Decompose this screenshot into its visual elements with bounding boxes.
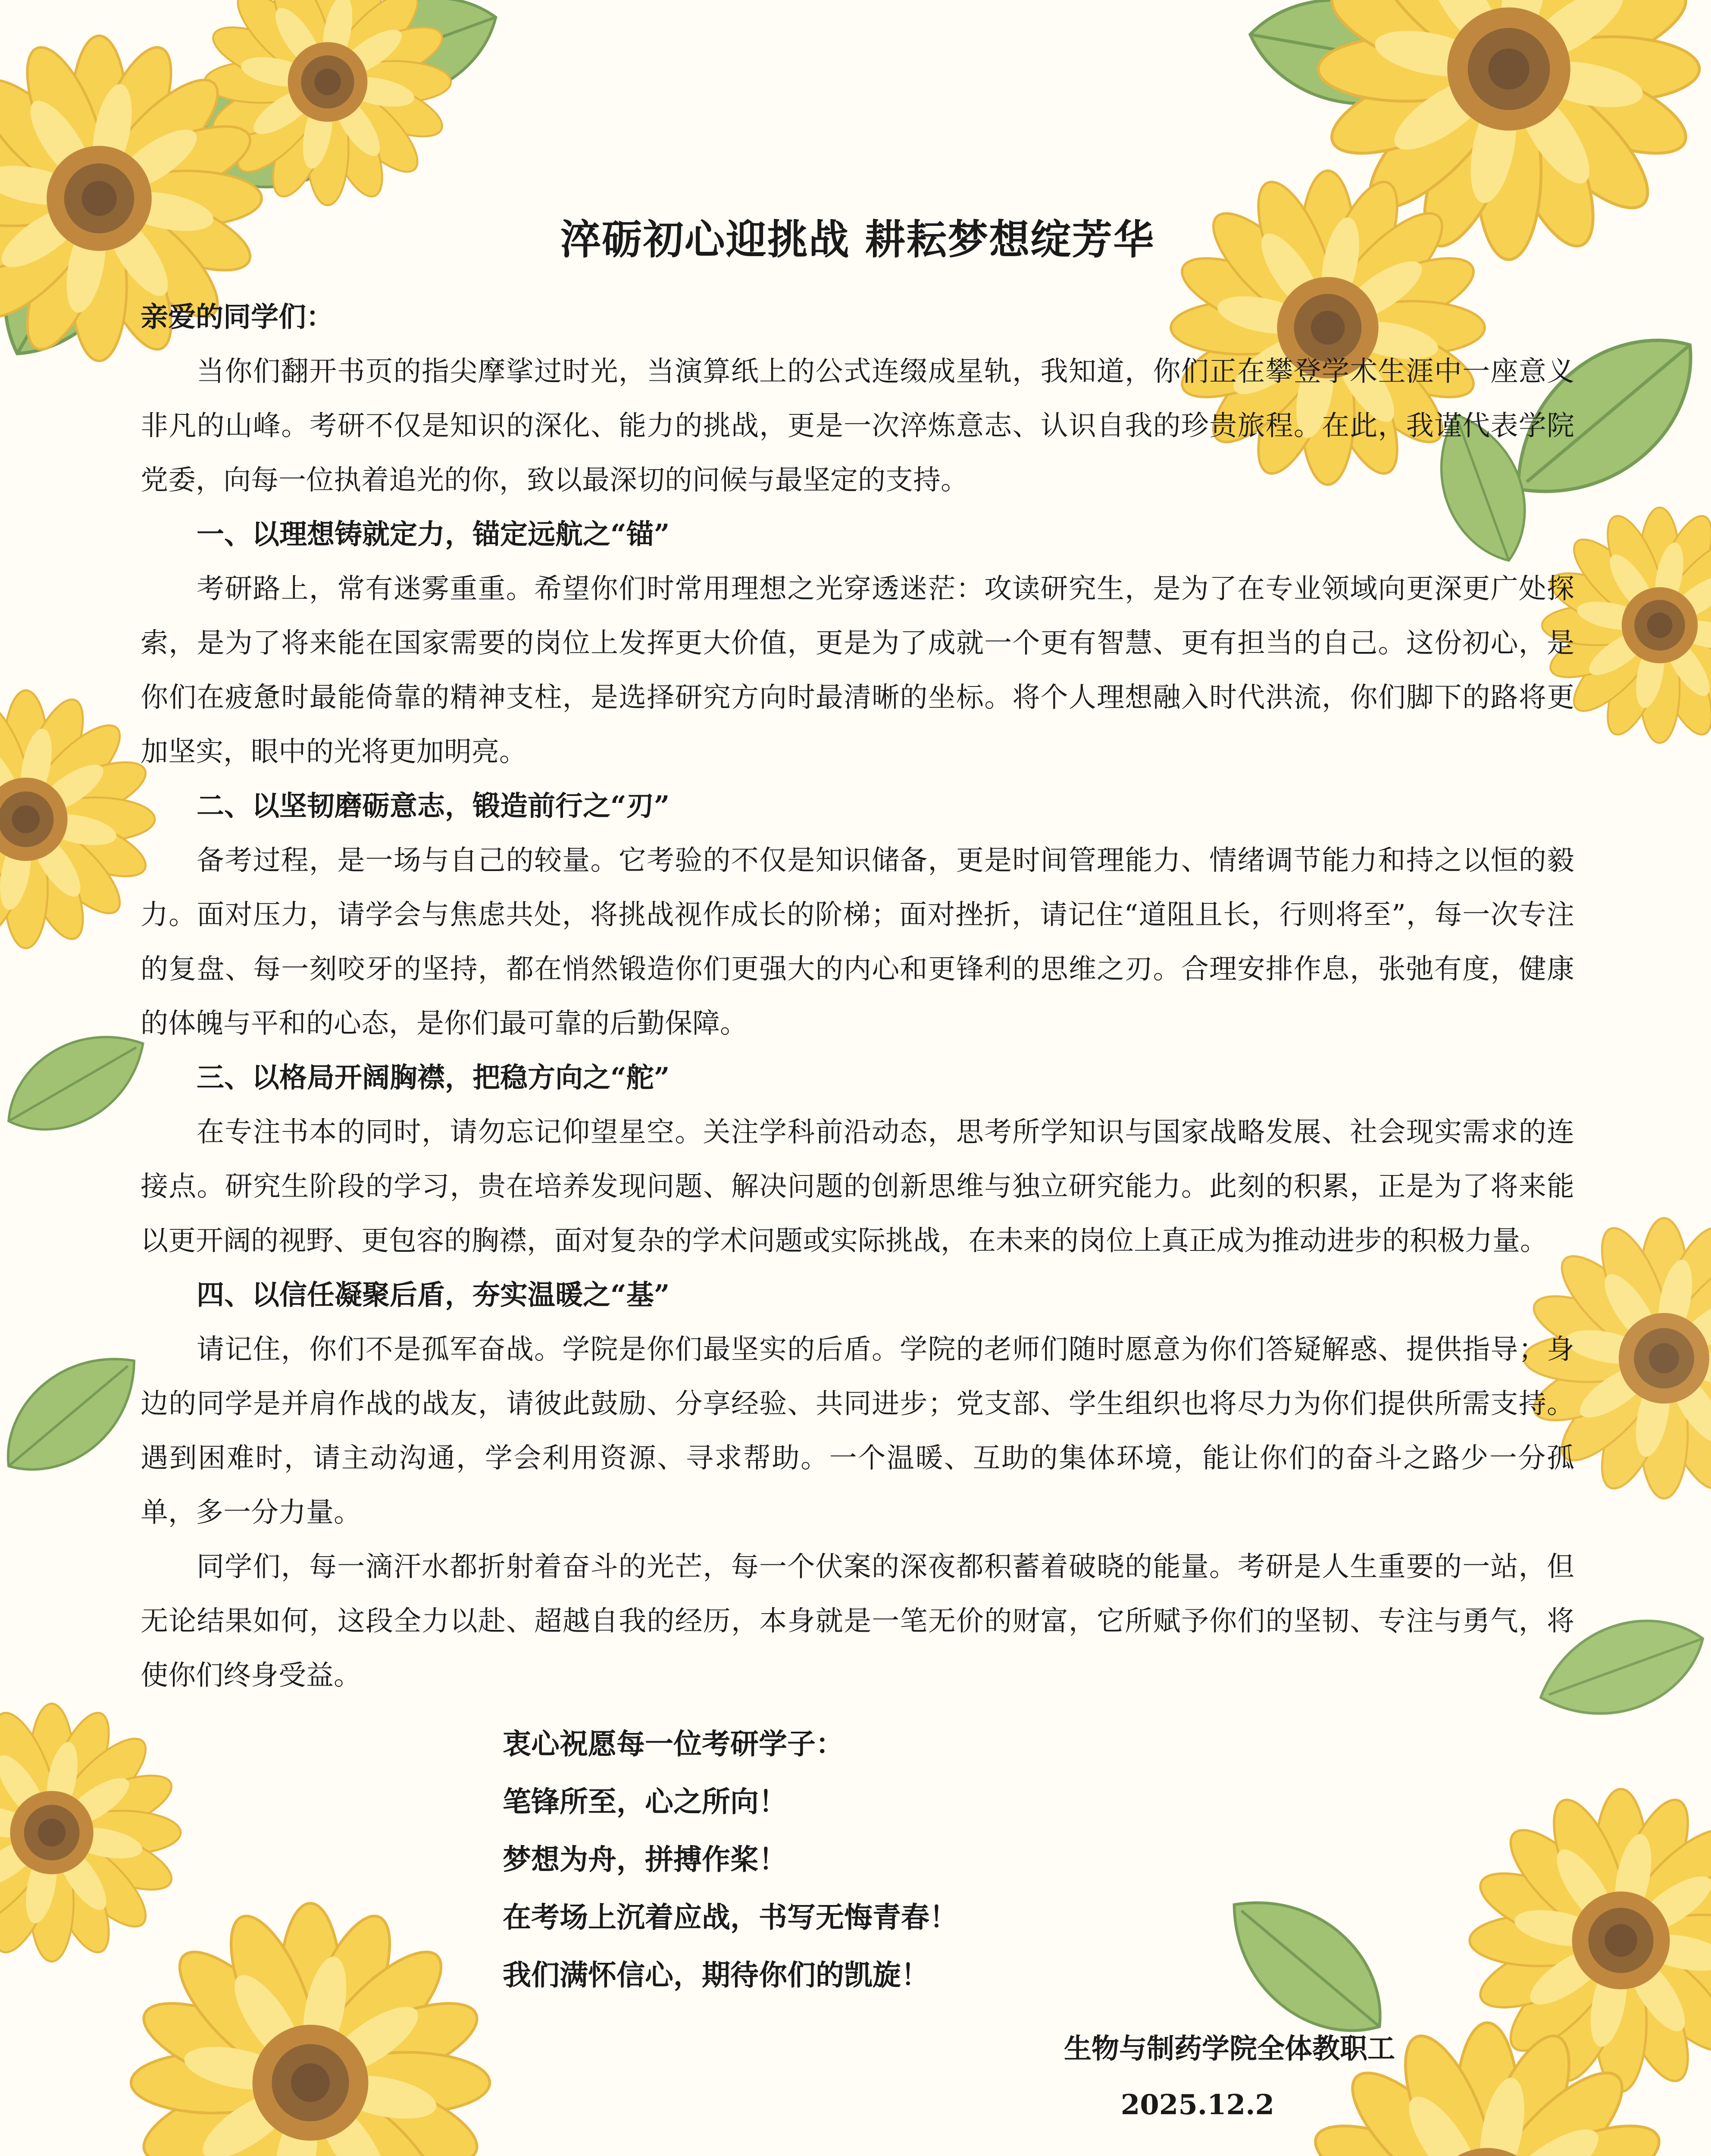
- section-heading-4: 四、以信任凝聚后盾，夯实温暖之“基”: [197, 1279, 670, 1311]
- letter-title: 淬砺初心迎挑战 耕耘梦想绽芳华: [560, 216, 1155, 263]
- signature-block: [141, 2021, 1395, 2133]
- blessing-line: 衷心祝愿每一位考研学子：: [503, 1727, 844, 1761]
- signature-organization: 生物与制药学院全体教职工: [1064, 2032, 1395, 2065]
- section-heading-1: 一、以理想铸就定力，锚定远航之“锚”: [197, 518, 670, 551]
- letter-content: [141, 216, 1574, 2133]
- blessing-line: 我们满怀信心，期待你们的凯旋！: [503, 1958, 929, 1992]
- paragraph-closing: 同学们，每一滴汗水都折射着奋斗的光芒，每一个伏案的深夜都积蓄着破晓的能量。考研是人生重要的一站，但无论结果如何，这段全力以赴、超越自我的经历，本身就是一笔无价的财富，它所赋予你们的坚韧、专注与勇气，将使你们终身受益。: [141, 1551, 1574, 1692]
- signature-date: 2025.12.2: [1120, 2088, 1274, 2121]
- section-heading-3: 三、以格局开阔胸襟，把稳方向之“舵”: [197, 1061, 670, 1094]
- blessing-line: 笔锋所至，心之所向！: [503, 1784, 787, 1818]
- paragraph-section-4: 请记住，你们不是孤军奋战。学院是你们最坚实的后盾。学院的老师们随时愿意为你们答疑解惑、提供指导；身边的同学是并肩作战的战友，请彼此鼓励、分享经验、共同进步；党支部、学生组织也将尽力为你们提供所需支持。遇到困难时，请主动沟通，学会利用资源、寻求帮助。一个温暖、互助的集体环境，能让你们的奋斗之路少一分孤单，多一分力量。: [141, 1333, 1574, 1529]
- section-heading-2: 二、以坚韧磨砺意志，锻造前行之“刃”: [197, 790, 670, 822]
- blessing-line: 在考场上沉着应战，书写无悔青春！: [503, 1900, 958, 1934]
- blessings-block: [503, 1715, 1574, 2004]
- blessing-line: 梦想为舟，拼搏作桨！: [503, 1842, 787, 1876]
- paragraph-section-3: 在专注书本的同时，请勿忘记仰望星空。关注学科前沿动态，思考所学知识与国家战略发展、社会现实需求的连接点。研究生阶段的学习，贵在培养发现问题、解决问题的创新思维与独立研究能力。此刻的积累，正是为了将来能以更开阔的视野、更包容的胸襟，面对复杂的学术问题或实际挑战，在未来的岗位上真正成为推动进步的积极力量。: [141, 1116, 1574, 1257]
- paragraph-section-2: 备考过程，是一场与自己的较量。它考验的不仅是知识储备，更是时间管理能力、情绪调节能力和持之以恒的毅力。面对压力，请学会与焦虑共处，将挑战视作成长的阶梯；面对挫折，请记住“道阻且长，行则将至”，每一次专注的复盘、每一刻咬牙的坚持，都在悄然锻造你们更强大的内心和更锋利的思维之刃。合理安排作息，张弛有度，健康的体魄与平和的心态，是你们最可靠的后勤保障。: [141, 844, 1574, 1040]
- paragraph-intro: 当你们翻开书页的指尖摩挲过时光，当演算纸上的公式连缀成星轨，我知道，你们正在攀登学术生涯中一座意义非凡的山峰。考研不仅是知识的深化、能力的挑战，更是一次淬炼意志、认识自我的珍贵旅程。在此，我谨代表学院党委，向每一位执着追光的你，致以最深切的问候与最坚定的支持。: [141, 355, 1574, 496]
- paragraph-section-1: 考研路上，常有迷雾重重。希望你们时常用理想之光穿透迷茫：攻读研究生，是为了在专业领域向更深更广处探索，是为了将来能在国家需要的岗位上发挥更大价值，更是为了成就一个更有智慧、更有担当的自己。这份初心，是你们在疲惫时最能倚靠的精神支柱，是选择研究方向时最清晰的坐标。将个人理想融入时代洪流，你们脚下的路将更加坚实，眼中的光将更加明亮。: [141, 573, 1574, 768]
- salutation: 亲爱的同学们：: [141, 301, 334, 333]
